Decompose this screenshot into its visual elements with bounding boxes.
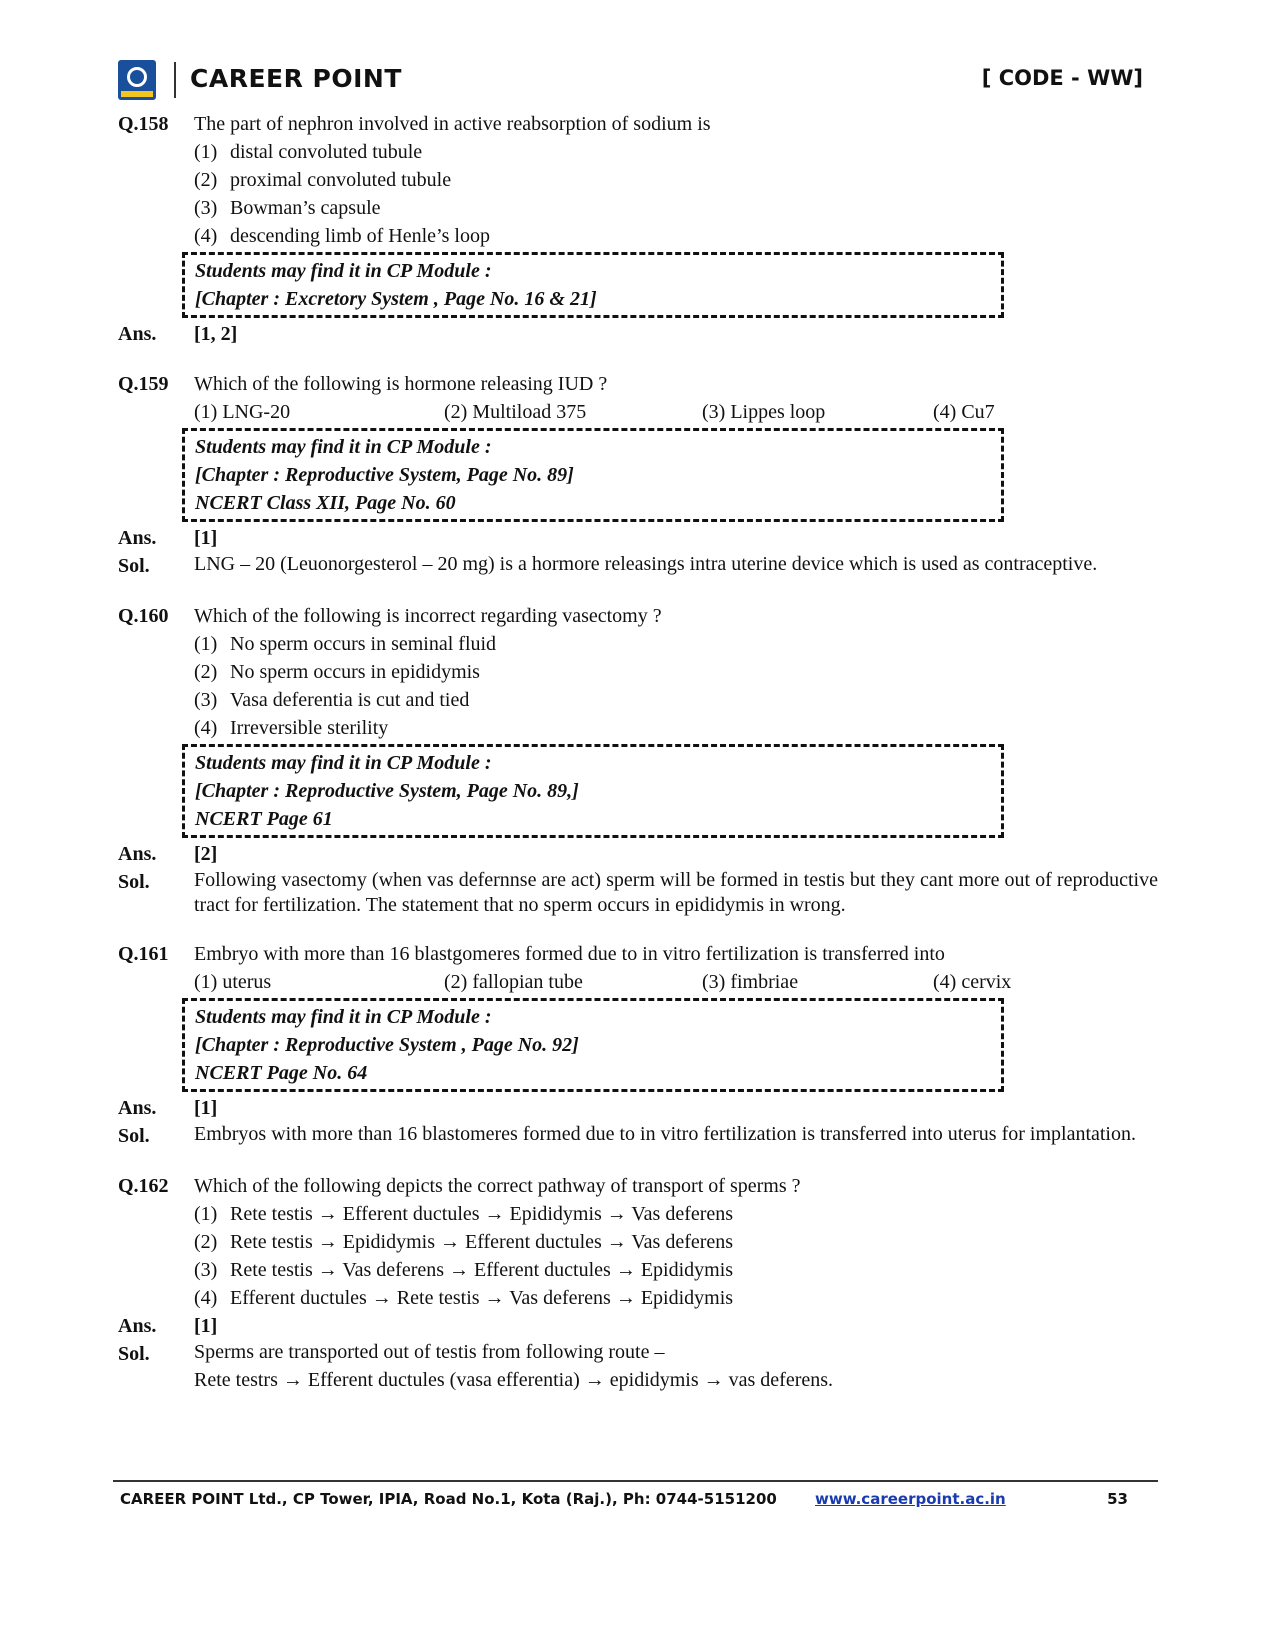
question-159: [118, 370, 1158, 580]
answer-label: Ans.: [118, 1097, 157, 1119]
solution-text: Sperms are transported out of testis from following route –: [194, 1341, 665, 1363]
question-text: The part of nephron involved in active reabsorption of sodium is: [194, 113, 711, 135]
page-header: [118, 60, 1143, 102]
solution-label: Sol.: [118, 1125, 150, 1147]
brand-name: CAREER POINT: [190, 64, 402, 93]
question-number: Q.162: [118, 1175, 169, 1197]
question-text: Which of the following is hormone releasing IUD ?: [194, 373, 608, 395]
question-text: Which of the following depicts the correct pathway of transport of sperms ?: [194, 1175, 801, 1197]
answer-value: [2]: [194, 843, 218, 865]
option-2: (2) fallopian tube: [444, 971, 583, 993]
question-number: Q.160: [118, 605, 169, 627]
cp-module-reference-box: Students may find it in CP Module : [Chapter : Reproductive System, Page No. 89] NCERT Class XII, Page No. 60: [182, 428, 1004, 522]
solution-label: Sol.: [118, 871, 150, 893]
question-161: [118, 940, 1158, 1150]
paper-code: [ CODE - WW]: [981, 66, 1143, 90]
option-3: (3) fimbriae: [702, 971, 799, 993]
answer-value: [1]: [194, 1315, 218, 1337]
cp-module-reference-box: Students may find it in CP Module : [Chapter : Excretory System , Page No. 16 & 21]: [182, 252, 1004, 318]
answer-value: [1]: [194, 1097, 218, 1119]
option-1: (1) distal convoluted tubule: [194, 141, 423, 163]
cp-module-reference-box: Students may find it in CP Module : [Chapter : Reproductive System , Page No. 92] NCERT Page No. 64: [182, 998, 1004, 1092]
footer-website-link[interactable]: www.careerpoint.ac.in: [815, 1490, 1006, 1508]
option-2: (2) Multiload 375: [444, 401, 587, 423]
solution-label: Sol.: [118, 555, 150, 577]
question-160: [118, 602, 1158, 918]
footer-divider: [113, 1480, 1158, 1482]
option-1: (1) No sperm occurs in seminal fluid: [194, 633, 497, 655]
answer-label: Ans.: [118, 527, 157, 549]
option-2: (2) proximal convoluted tubule: [194, 169, 452, 191]
option-4: (4) descending limb of Henle’s loop: [194, 225, 490, 247]
options-row: [194, 398, 1158, 426]
option-1: (1) LNG-20: [194, 401, 291, 423]
question-text: Which of the following is incorrect regarding vasectomy ?: [194, 605, 662, 627]
question-158: [118, 110, 1158, 348]
header-divider: [174, 62, 176, 98]
solution-label: Sol.: [118, 1343, 150, 1365]
question-number: Q.161: [118, 943, 169, 965]
answer-label: Ans.: [118, 843, 157, 865]
question-number: Q.159: [118, 373, 169, 395]
answer-label: Ans.: [118, 323, 157, 345]
option-4: (4) Cu7: [933, 401, 995, 423]
question-162: [118, 1172, 1158, 1396]
solution-text: Following vasectomy (when vas defernnse are act) sperm will be formed in testis but they cant more out of reproductive tract for fertilization. The statement that no sperm occurs in epididymis in wrong.: [194, 869, 1158, 916]
options-row: [194, 968, 1158, 996]
cp-module-reference-box: Students may find it in CP Module : [Chapter : Reproductive System, Page No. 89,] NCERT Page 61: [182, 744, 1004, 838]
question-number: Q.158: [118, 113, 169, 135]
option-3: (3) Rete testis → Vas deferens → Efferent ductules → Epididymis: [194, 1259, 734, 1281]
career-point-logo-icon: [118, 60, 156, 100]
answer-value: [1]: [194, 527, 218, 549]
option-1: (1) Rete testis → Efferent ductules → Epididymis → Vas deferens: [194, 1203, 734, 1225]
solution-text: LNG – 20 (Leuonorgesterol – 20 mg) is a hormore releasings intra uterine device which is used as contraceptive.: [194, 553, 1098, 575]
option-2: (2) No sperm occurs in epididymis: [194, 661, 480, 683]
solution-text: Embryos with more than 16 blastomeres formed due to in vitro fertilization is transferred into uterus for implantation.: [194, 1123, 1136, 1145]
option-3: (3) Vasa deferentia is cut and tied: [194, 689, 470, 711]
answer-label: Ans.: [118, 1315, 157, 1337]
question-text: Embryo with more than 16 blastgomeres formed due to in vitro fertilization is transferred into: [194, 943, 945, 965]
option-2: (2) Rete testis → Epididymis → Efferent ductules → Vas deferens: [194, 1231, 734, 1253]
option-4: (4) Irreversible sterility: [194, 717, 389, 739]
solution-text-line-2: Rete testrs → Efferent ductules (vasa efferentia) → epididymis → vas deferens.: [194, 1369, 834, 1391]
question-list: [118, 110, 1158, 1418]
option-4: (4) cervix: [933, 971, 1012, 993]
answer-value: [1, 2]: [194, 323, 238, 345]
option-4: (4) Efferent ductules → Rete testis → Vas deferens → Epididymis: [194, 1287, 734, 1309]
option-3: (3) Lippes loop: [702, 401, 826, 423]
footer-address: CAREER POINT Ltd., CP Tower, IPIA, Road No.1, Kota (Raj.), Ph: 0744-5151200: [120, 1490, 777, 1508]
option-3: (3) Bowman’s capsule: [194, 197, 381, 219]
option-1: (1) uterus: [194, 971, 272, 993]
page-number: 53: [1107, 1490, 1128, 1508]
